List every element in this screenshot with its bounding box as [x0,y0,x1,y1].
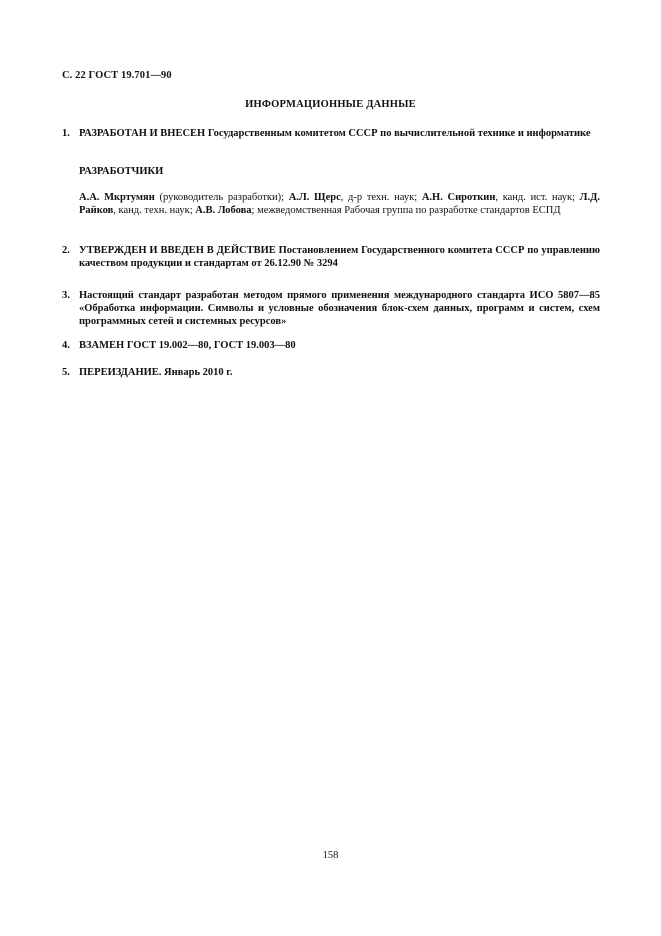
item-number: 3. [62,290,70,301]
item-text: УТВЕРЖДЕН И ВВЕДЕН В ДЕЙСТВИЕ Постановлением Государственного комитета СССР по управлению качеством продукции и стандартам от 26.12.90 № 3294 [79,245,600,269]
page-header: С. 22 ГОСТ 19.701—90 [62,70,172,81]
item-text: ПЕРЕИЗДАНИЕ. Январь 2010 г. [79,367,233,378]
developer-role: ; межведомственная Рабочая группа по разработке стандартов ЕСПД [251,205,561,216]
info-item-1 [62,127,600,140]
item-number: 5. [62,367,70,378]
developer-name: Л.Д. Райков [79,192,600,216]
info-item-2 [62,244,600,270]
developer-name: А.Л. Щерс [288,192,341,203]
developer-role: (руководитель разработки); [154,192,289,203]
developers-list [79,191,600,217]
item-text: Настоящий стандарт разработан методом прямого применения международного стандарта ИСО 5807—85 «Обработка информации. Символы и условные обозначения блок-схем данных, программ и систем, схем программных сетей и системных ресурсов» [79,290,600,327]
developer-role: , д-р техн. наук; [340,192,422,203]
item-text: ВЗАМЕН ГОСТ 19.002—80, ГОСТ 19.003—80 [79,340,296,351]
info-item-3 [62,289,600,328]
item-number: 4. [62,340,70,351]
developer-name: А.А. Мкртумян [79,192,155,203]
section-title: ИНФОРМАЦИОННЫЕ ДАННЫЕ [245,99,416,110]
developer-name: А.В. Лобова [195,205,252,216]
developer-role: , канд. техн. наук; [113,205,196,216]
item-number: 2. [62,245,70,256]
developer-name: А.Н. Сироткин [421,192,496,203]
developer-role: , канд. ист. наук; [495,192,580,203]
item-text: РАЗРАБОТАН И ВНЕСЕН Государственным комитетом СССР по вычислительной технике и информатике [79,128,591,139]
page-number: 158 [322,850,339,861]
info-item-5 [62,366,600,379]
item-number: 1. [62,128,70,139]
info-item-4 [62,339,600,352]
developers-title: РАЗРАБОТЧИКИ [79,166,164,177]
